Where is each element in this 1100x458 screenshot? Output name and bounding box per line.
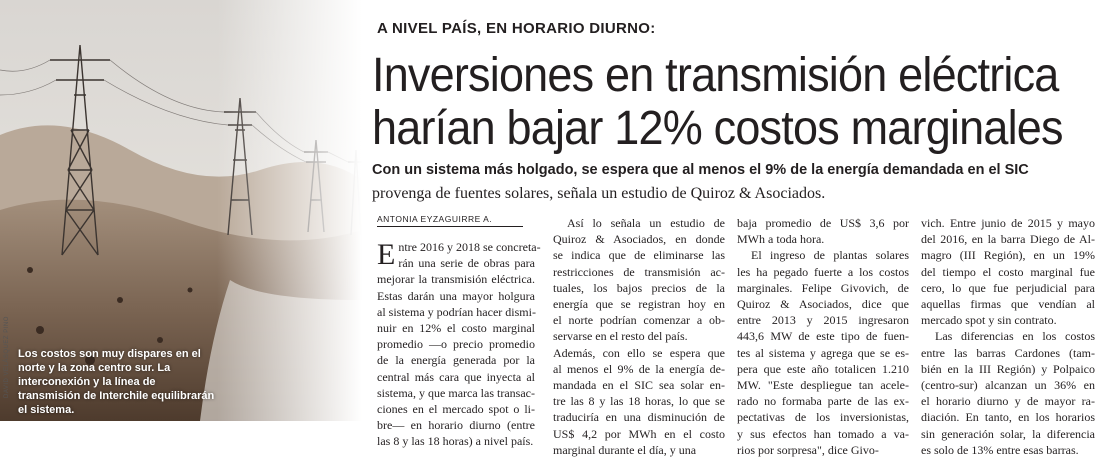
text-line: cero, lo que fue perjudicial para [921,280,1095,295]
text-line: tes al sistema y agrega que se es- [737,345,909,360]
text-line: se indica que de eliminarse las [553,248,725,263]
dropcap: E [377,238,396,271]
text-line: aquellas firmas que vendían al [921,297,1095,312]
text-line: pectativas de los inversionistas, [737,410,909,425]
text-line: tre las 8 y las 18 horas, lo que se [553,394,725,409]
text-line: de la energía generada por la [377,353,535,368]
text-line: mandada en el SIC sea solar en- [553,378,725,393]
column-lines [737,215,909,458]
deck [372,158,1092,206]
text-line: del 2016, en la barra Diego de Al- [921,232,1095,247]
text-line: Quiroz & Asociados, dice que [737,297,909,312]
text-line: servarse en el resto del país. [553,329,688,344]
text-line: rado no formaba parte de las ex- [737,394,909,409]
body-column-1 [377,238,541,450]
text-line: bién en la III Región) y Polpaico [921,361,1095,376]
text-line: del tiempo el costo marginal fue [921,264,1095,279]
body-column-3 [737,215,909,458]
text-line: Además, con ello se espera que [553,345,725,360]
kicker: A NIVEL PAÍS, EN HORARIO DIURNO: [377,20,656,37]
text-line: es solo de 13% entre esas barras. [921,442,1079,457]
text-line: entre 2013 y 2015 ingresaron [737,313,909,328]
deck-regular: provenga de fuentes solares, señala un estudio de Quiroz & Asociados. [372,185,826,202]
text-line: Estas darán una mayor holgura [377,288,535,303]
text-line: diación. En tanto, en los horarios [921,410,1095,425]
text-line: ntre 2016 y 2018 se concreta- [398,240,541,254]
text-line: les ha pegado fuerte a los costos [737,264,909,279]
byline-rule [377,226,523,227]
text-line: marginales. Felipe Givovich, de [737,280,909,295]
text-line: sistema, y que marca las transac- [377,385,535,400]
text-line: sin generación solar, la diferencia [921,426,1095,441]
text-line: nuir en 12% el costo marginal [377,321,535,336]
column-lines [553,215,725,458]
photo-caption: Los costos son muy dispares en el norte y la zona centro sur. La interconexión y la línea de transmisión de Interchile equilibrarán el sistema. [18,348,215,416]
text-line: MW. "Este despliegue tan acele- [737,378,909,393]
text-line: El ingreso de plantas solares [751,248,909,263]
column-lines [921,215,1095,458]
text-line: bre— en horario diurno (entre [377,418,535,433]
text-line: tuales, los bajos precios de la [553,280,725,295]
text-line: baja promedio de US$ 3,6 por [737,216,909,230]
text-line: promedio —o precio promedio [377,337,535,352]
byline: ANTONIA EYZAGUIRRE A. [377,214,493,224]
text-line: US$ 4,2 por MWh en el costo [553,426,725,441]
text-line: restricciones de transmisión ac- [553,264,725,279]
text-line: el horario diurno y de mayor ra- [921,394,1095,409]
text-line: mejorar la transmisión eléctrica. [377,272,535,287]
text-line: al sistema y podrían hacer dismi- [377,304,536,319]
headline [372,48,1092,154]
text-line: y sus efectos han tomado a va- [737,426,909,441]
text-line: traduciría en una disminución de [553,410,725,425]
text-line: entre las barras Cardones (tam- [921,345,1095,360]
text-line: Así lo señala un estudio de [567,216,725,230]
text-line: 443,6 MW de este tipo de fuen- [737,329,909,344]
text-line: vich. Entre junio de 2015 y mayo [921,216,1095,230]
body-column-2 [553,215,725,458]
text-line: (centro-sur) alcanzan un 36% en [921,378,1095,393]
text-line: Las diferencias en los costos [935,329,1095,344]
text-line: rán una serie de obras para [398,256,535,271]
text-line: el norte podrían comenzar a ob- [553,313,725,328]
photo-credit: DAVID VELÁSQUEZ PINO [4,316,10,398]
text-line: ciones en el mercado spot o li- [377,402,535,417]
text-line: marginal durante el día, y una [553,442,697,457]
tower-photo [0,0,362,421]
column-lines [377,239,541,450]
text-line: MWh a toda hora. [737,232,825,247]
text-line: Quiroz & Asociados, en donde [553,232,725,247]
headline-line-1: Inversiones en transmisión eléctrica [372,46,1059,102]
headline-line-2: harían bajar 12% costos marginales [372,99,1063,155]
text-line: mercado spot y sin contrato. [921,313,1057,328]
deck-bold: Con un sistema más holgado, se espera que al menos el 9% de la energía demandada en el SIC [372,162,1029,178]
text-line: central más cara que inyecta al [377,369,535,384]
text-line: rios por sorpresa", dice Givo- [737,442,879,457]
text-line: magro (III Región), en un 19% [921,248,1095,263]
text-line: energía que se registran hoy en [553,297,725,312]
text-line: pera que este año totalicen 1.210 [737,361,909,376]
text-line: al menos el 9% de la energía de- [553,361,725,376]
body-column-4 [921,215,1095,458]
text-line: las 8 y las 18 horas) a nivel país. [377,434,534,449]
